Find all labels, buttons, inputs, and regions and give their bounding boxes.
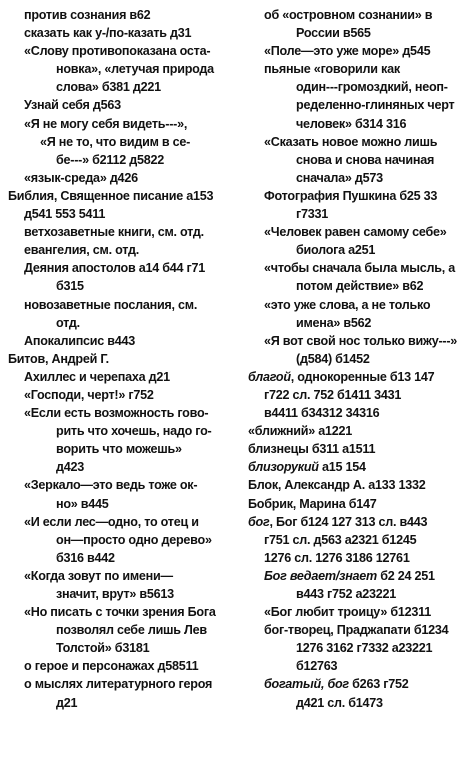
index-entry xyxy=(8,223,240,241)
index-entry-line: рить что хочешь, надо го- xyxy=(56,424,212,439)
index-entry-line: «Бог любит троицу» б12311 xyxy=(264,605,431,620)
index-entry-line: значит, врут» в5613 xyxy=(56,587,174,601)
index-entry xyxy=(248,513,470,567)
index-entry-line: позволял себе лишь Лев xyxy=(56,623,207,638)
index-entry-line: 1276 сл. 1276 3186 12761 xyxy=(264,550,410,565)
index-entry-line: «Сказать новое можно лишь xyxy=(264,134,438,149)
index-entry-line: «Слову противопоказана оста- xyxy=(24,44,211,59)
index-entry xyxy=(248,6,470,42)
index-entry-line: б12763 xyxy=(296,659,338,674)
index-entry-line: в4411 б34312 34316 xyxy=(264,406,380,421)
index-entry xyxy=(8,404,240,476)
index-entry-line: биолога а251 xyxy=(296,243,376,258)
index-entry-line: б315 xyxy=(56,279,84,294)
index-entry-line: (д584) б1452 xyxy=(296,351,370,366)
index-entry-line: Толстой» б3181 xyxy=(56,641,150,656)
index-entry-line: новка», «летучая природа xyxy=(56,62,214,77)
index-entry xyxy=(248,440,470,458)
index-entry xyxy=(8,350,240,368)
index-entry-line: об «островном сознании» в xyxy=(264,8,433,22)
index-entry-line: «Я вот свой нос только вижу---» xyxy=(264,333,458,348)
index-entry-line: богатый, бог б263 г752 xyxy=(264,677,409,692)
index-entry xyxy=(248,259,470,295)
index-entry-line: «ближний» а1221 xyxy=(248,424,353,439)
index-entry xyxy=(248,60,470,132)
index-entry-line: слова» б381 д221 xyxy=(56,80,161,95)
index-entry xyxy=(8,6,240,24)
index-entry-line: Блок, Александр А. а133 1332 xyxy=(248,478,426,493)
italic-term: близорукий xyxy=(248,460,319,475)
index-entry-line: в443 г752 а23221 xyxy=(296,587,397,601)
index-entry xyxy=(248,458,470,476)
index-entry-line: Фотография Пушкина б25 33 xyxy=(264,188,438,203)
index-entry-line: против сознания в62 xyxy=(24,8,151,22)
index-entry-line: д421 сл. б1473 xyxy=(296,695,383,710)
index-entry xyxy=(8,675,240,711)
index-entry-line: г7331 xyxy=(296,207,329,222)
index-entry-line: бог, Бог б124 127 313 сл. в443 xyxy=(248,514,428,529)
index-entry-line: «Человек равен самому себе» xyxy=(264,225,447,240)
index-entry xyxy=(248,603,470,621)
index-column-left xyxy=(8,6,240,712)
index-entry xyxy=(8,332,240,350)
index-entry-line: он—просто одно дерево» xyxy=(56,532,212,547)
index-entry-line: отд. xyxy=(56,315,80,330)
italic-term: богатый, бог xyxy=(264,677,349,692)
index-entry xyxy=(248,133,470,187)
index-entry xyxy=(248,296,470,332)
index-entry xyxy=(8,296,240,332)
index-entry-line: сначала» д573 xyxy=(296,170,383,185)
italic-term: бог xyxy=(248,514,270,529)
index-entry-line: «Когда зовут по имени— xyxy=(24,568,173,583)
index-entry-line: один---громоздкий, неоп- xyxy=(296,80,448,95)
index-entry xyxy=(8,657,240,675)
index-entry-line: Библия, Священное писание а153 xyxy=(8,188,214,203)
index-entry-line: г751 сл. д563 а2321 б1245 xyxy=(264,532,417,547)
index-entry-line: д21 xyxy=(56,695,78,710)
index-entry-line: России в565 xyxy=(296,26,371,41)
index-entry-line: 1276 3162 г7332 а23221 xyxy=(296,641,433,656)
index-entry xyxy=(8,169,240,187)
index-entry xyxy=(248,332,470,368)
index-entry xyxy=(248,42,470,60)
index-entry-line: «Поле—это уже море» д545 xyxy=(264,44,431,59)
index-entry-line: б316 в442 xyxy=(56,550,115,565)
index-entry-line: близорукий а15 154 xyxy=(248,460,366,475)
index-entry xyxy=(8,603,240,657)
index-entry xyxy=(8,187,240,223)
index-entry-line: новозаветные послания, см. xyxy=(24,297,198,312)
index-entry xyxy=(248,368,470,422)
index-entry-line: евангелия, см. отд. xyxy=(24,243,139,258)
index-entry xyxy=(248,675,470,711)
index-entry-line: Бобрик, Марина б147 xyxy=(248,496,377,511)
index-entry-line: бог-творец, Праджапати б1234 xyxy=(264,623,449,638)
index-entry-line: Битов, Андрей Г. xyxy=(8,351,109,366)
index-entry-line: но» в445 xyxy=(56,496,109,511)
index-entry-line: близнецы б311 а1511 xyxy=(248,442,376,457)
index-entry-line: «язык-среда» д426 xyxy=(24,170,138,185)
index-entry-line: бе---» б2112 д5822 xyxy=(56,152,164,167)
index-entry-line: потом действие» в62 xyxy=(296,279,424,294)
index-entry-line: имена» в562 xyxy=(296,315,372,330)
index-entry xyxy=(8,96,240,114)
index-entry xyxy=(248,567,470,603)
index-entry-line: ределенно-глиняных черт xyxy=(296,98,455,113)
index-entry-line: пьяные «говорили как xyxy=(264,62,400,77)
index-entry xyxy=(8,241,240,259)
index-entry-line: человек» б314 316 xyxy=(296,116,407,131)
index-entry-line: ветхозаветные книги, см. отд. xyxy=(24,225,204,240)
index-entry-line: сказать как у-/по-казать д31 xyxy=(24,26,192,41)
index-entry-line: Узнай себя д563 xyxy=(24,98,121,113)
index-entry-line: снова и снова начиная xyxy=(296,152,435,167)
index-entry xyxy=(248,476,470,494)
index-entry xyxy=(8,133,240,169)
index-entry-line: «Господи, черт!» г752 xyxy=(24,387,154,402)
index-entry xyxy=(8,42,240,96)
index-entry-line: «Зеркало—это ведь тоже ок- xyxy=(24,478,198,493)
index-column-right xyxy=(248,6,470,712)
index-entry xyxy=(248,223,470,259)
index-entry xyxy=(8,567,240,603)
index-entry-line: Деяния апостолов а14 б44 г71 xyxy=(24,261,206,276)
index-entry-line: «Но писать с точки зрения Бога xyxy=(24,605,216,620)
index-entry xyxy=(8,476,240,512)
italic-term: благой xyxy=(248,369,291,384)
index-entry xyxy=(248,422,470,440)
index-entry-line: Ахиллес и черепаха д21 xyxy=(24,369,170,384)
index-entry-line: Бог ведает/знает б2 24 251 xyxy=(264,568,435,583)
index-entry-line: о герое и персонажах д58511 xyxy=(24,659,199,674)
index-entry xyxy=(8,386,240,404)
index-entry-line: «Я не могу себя видеть---», xyxy=(24,116,188,131)
index-entry xyxy=(8,24,240,42)
index-entry-line: «Если есть возможность гово- xyxy=(24,406,209,421)
index-entry-line: д423 xyxy=(56,460,85,475)
index-entry-line: д541 553 5411 xyxy=(24,207,106,222)
index-entry xyxy=(8,115,240,133)
index-entry-line: г722 сл. 752 б1411 3431 xyxy=(264,387,402,402)
index-entry xyxy=(8,368,240,386)
index-entry xyxy=(248,621,470,675)
index-entry-line: благой, однокоренные б13 147 xyxy=(248,369,435,384)
index-entry xyxy=(8,513,240,567)
index-entry-line: «Я не то, что видим в се- xyxy=(40,134,191,149)
index-entry-line: «чтобы сначала была мысль, а xyxy=(264,261,456,276)
index-entry-line: ворить что можешь» xyxy=(56,442,182,457)
index-entry-line: «И если лес—одно, то отец и xyxy=(24,514,199,529)
index-entry xyxy=(8,259,240,295)
index-entry xyxy=(248,495,470,513)
index-entry xyxy=(248,187,470,223)
index-entry-line: Апокалипсис в443 xyxy=(24,333,136,348)
index-entry-line: «это уже слова, а не только xyxy=(264,297,431,312)
index-entry-line: о мыслях литературного героя xyxy=(24,677,213,692)
italic-term: Бог ведает/знает xyxy=(264,568,378,583)
